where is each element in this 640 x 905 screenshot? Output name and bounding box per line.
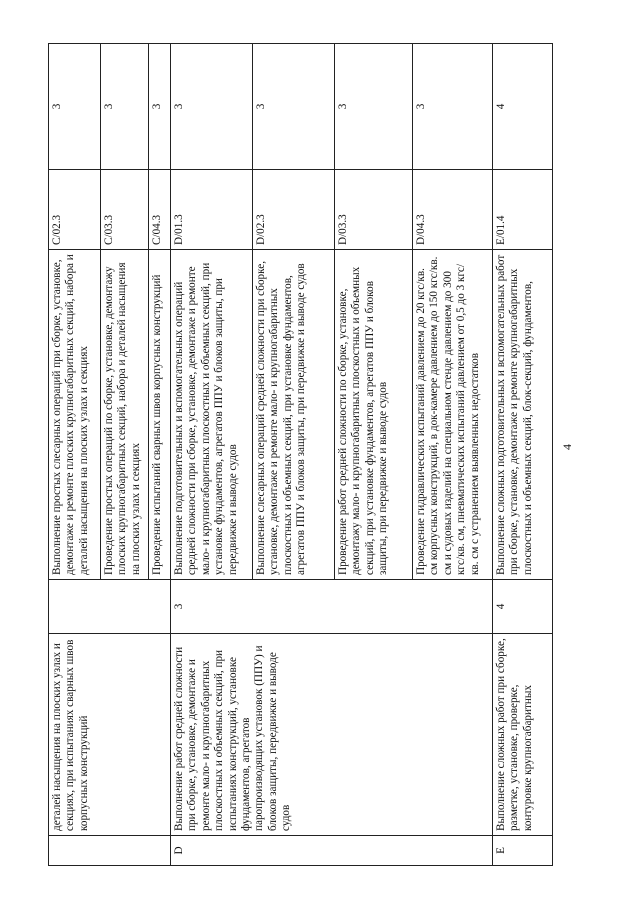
subfunction-name-cell: Выполнение подготовительных и вспомогательных операций средней сложности при сборке, установке, демонтаже и ремонте мало- и крупногабаритных плоскостных и объемных секций, при установке фундаментов, агрегатов ППУ и блоков защиты, при передвижке и выводе судов xyxy=(171,250,253,580)
subfunction-code-cell: E/01.4 xyxy=(493,170,553,250)
subfunction-code-cell: D/01.3 xyxy=(171,170,253,250)
subfunction-level-cell: 3 xyxy=(49,44,101,170)
table-row xyxy=(493,44,553,866)
subfunction-level-cell: 4 xyxy=(493,44,553,170)
subfunction-name-cell: Проведение работ средней сложности по сборке, установке, демонтажу мало- и крупногабаритных плоскостных и объемных секций, при установке фундаментов, агрегатов ППУ и блоков защиты, при передвижке и выводе судов xyxy=(335,250,413,580)
subfunction-name-cell: Проведение простых операций по сборке, установке, демонтажу плоских крупногабаритных секций, набора и деталей насыщения на плоских узлах и секциях xyxy=(101,250,149,580)
subfunction-name-cell: Выполнение сложных подготовительных и вспомогательных работ при сборке, установке, демонтаже и ремонте крупногабаритных плоскостных и объемных секций, блок-секций, фундаментов, xyxy=(493,250,553,580)
subfunction-level-cell: 3 xyxy=(253,44,335,170)
subfunction-code-cell: D/03.3 xyxy=(335,170,413,250)
rotated-page xyxy=(48,44,588,866)
subfunction-name-cell: Проведение гидравлических испытаний давлением до 20 кгс/кв. см корпусных конструкций, в док-камере давлением до 150 кгс/кв. см и судовых изделий на специальном стенде давлением до 300 кгс/кв. см, пневматических испытаний давлением от 0,5 до 3 кгс/кв. см с устранением выявленных недостатков xyxy=(413,250,493,580)
function-level-cell: 4 xyxy=(493,580,553,634)
function-code-cell: E xyxy=(493,836,553,866)
subfunction-code-cell: D/02.3 xyxy=(253,170,335,250)
function-name-cell: Выполнение сложных работ при сборке, разметке, установке, проверке, контуровке крупногабаритных xyxy=(493,634,553,836)
function-level-cell xyxy=(49,580,171,634)
subfunction-level-cell: 3 xyxy=(335,44,413,170)
subfunction-level-cell: 3 xyxy=(413,44,493,170)
table-row xyxy=(49,44,101,866)
function-name-cell: Выполнение работ средней сложности при сборке, установке, демонтаже и ремонте мало- и крупногабаритных плоскостных и объемных секций, при испытаниях конструкций, установке фундаментов, агрегатов паропроизводящих установок (ППУ) и блоков защиты, передвижке и выводе судов xyxy=(171,634,493,836)
subfunction-code-cell: C/02.3 xyxy=(49,170,101,250)
subfunction-code-cell: D/04.3 xyxy=(413,170,493,250)
table-row xyxy=(171,44,253,866)
subfunction-level-cell: 3 xyxy=(101,44,149,170)
subfunction-code-cell: C/03.3 xyxy=(101,170,149,250)
function-level-cell: 3 xyxy=(171,580,493,634)
subfunction-name-cell: Проведение испытаний сварных швов корпусных конструкций xyxy=(149,250,171,580)
function-code-cell xyxy=(49,836,171,866)
subfunction-level-cell: 3 xyxy=(171,44,253,170)
functions-table xyxy=(48,43,553,866)
subfunction-name-cell: Выполнение слесарных операций средней сложности при сборке, установке, демонтаже и ремонте мало- и крупногабаритных плоскостных и объемных секций, при установке фундаментов, агрегатов ППУ и блоков защиты, при передвижке и выводе судов xyxy=(253,250,335,580)
subfunction-code-cell: C/04.3 xyxy=(149,170,171,250)
function-code-cell: D xyxy=(171,836,493,866)
page-number: 4 xyxy=(560,444,574,450)
subfunction-level-cell: 3 xyxy=(149,44,171,170)
subfunction-name-cell: Выполнение простых слесарных операций при сборке, установке, демонтаже и ремонте плоских крупногабаритных секций, набора и деталей насыщения на плоских узлах и секциях xyxy=(49,250,101,580)
function-name-cell: деталей насыщения на плоских узлах и секциях, при испытаниях сварных швов корпусных конструкций xyxy=(49,634,171,836)
table-body xyxy=(49,44,553,866)
